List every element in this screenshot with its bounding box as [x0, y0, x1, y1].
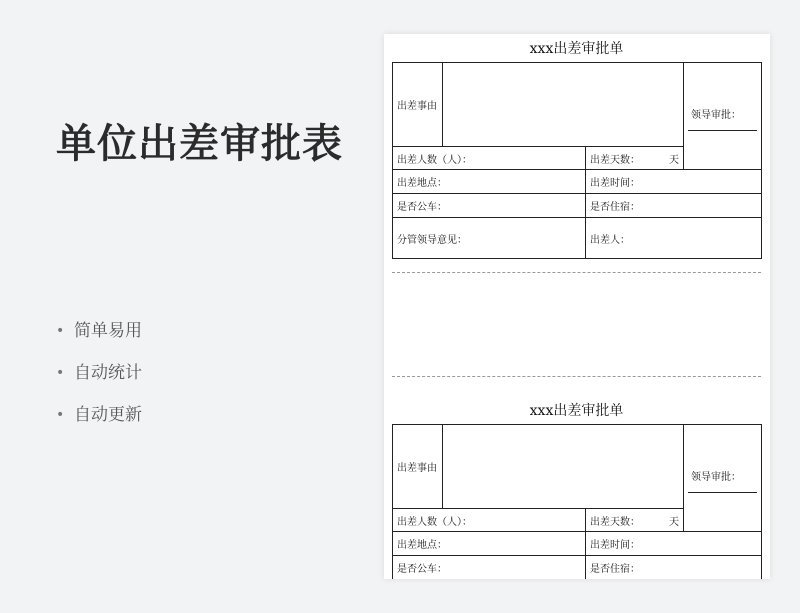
place-label: 出差地点：: [393, 170, 586, 194]
days-unit: 天: [669, 154, 679, 166]
table-row: [393, 532, 762, 556]
feature-label: 自动更新: [74, 405, 142, 425]
car-label: 是否公车：: [393, 194, 586, 218]
bullet-icon: •: [56, 407, 65, 423]
days-unit: 天: [669, 516, 679, 528]
bullet-icon: •: [56, 365, 65, 381]
days-label: 出差天数：: [590, 154, 640, 166]
leader-approval-label: 领导审批：: [688, 464, 757, 493]
car-label: 是否公车：: [393, 556, 586, 580]
stay-label: 是否住宿：: [586, 194, 762, 218]
approval-table: [392, 62, 762, 259]
form-title: xxx出差审批单: [529, 41, 624, 57]
stay-label: 是否住宿：: [586, 556, 762, 580]
cut-line: [392, 272, 761, 273]
traveler-label: 出差人：: [586, 218, 762, 259]
feature-label: 简单易用: [74, 321, 142, 341]
feature-item: [56, 352, 142, 394]
table-row: [393, 194, 762, 218]
place-label: 出差地点：: [393, 532, 586, 556]
document-preview: [384, 34, 770, 579]
table-row: [393, 556, 762, 580]
bullet-icon: •: [56, 323, 65, 339]
approval-form: [392, 398, 761, 579]
feature-item: [56, 394, 142, 436]
time-label: 出差时间：: [586, 532, 762, 556]
days-label: 出差天数：: [590, 516, 640, 528]
feature-label: 自动统计: [74, 363, 142, 383]
people-count-label: 出差人数（人）：: [393, 147, 586, 170]
reason-value: [443, 425, 684, 509]
reason-label: 出差事由: [393, 425, 443, 509]
table-row: [393, 170, 762, 194]
reason-value: [443, 63, 684, 147]
table-row: [393, 218, 762, 259]
approval-table: [392, 424, 762, 579]
leader-approval-cell: [684, 425, 762, 532]
table-row: [393, 425, 762, 509]
reason-label: 出差事由: [393, 63, 443, 147]
cut-line: [392, 376, 761, 377]
time-label: 出差时间：: [586, 170, 762, 194]
leader-approval-label: 领导审批：: [688, 102, 757, 131]
days-cell: [586, 509, 684, 532]
page-title: 单位出差审批表: [56, 121, 343, 167]
leader-approval-cell: [684, 63, 762, 170]
feature-item: [56, 310, 142, 352]
feature-list: [56, 310, 142, 436]
manager-opinion-label: 分管领导意见：: [393, 218, 586, 259]
approval-form: [392, 36, 761, 259]
table-row: [393, 63, 762, 147]
form-title: xxx出差审批单: [529, 403, 624, 419]
people-count-label: 出差人数（人）：: [393, 509, 586, 532]
days-cell: [586, 147, 684, 170]
